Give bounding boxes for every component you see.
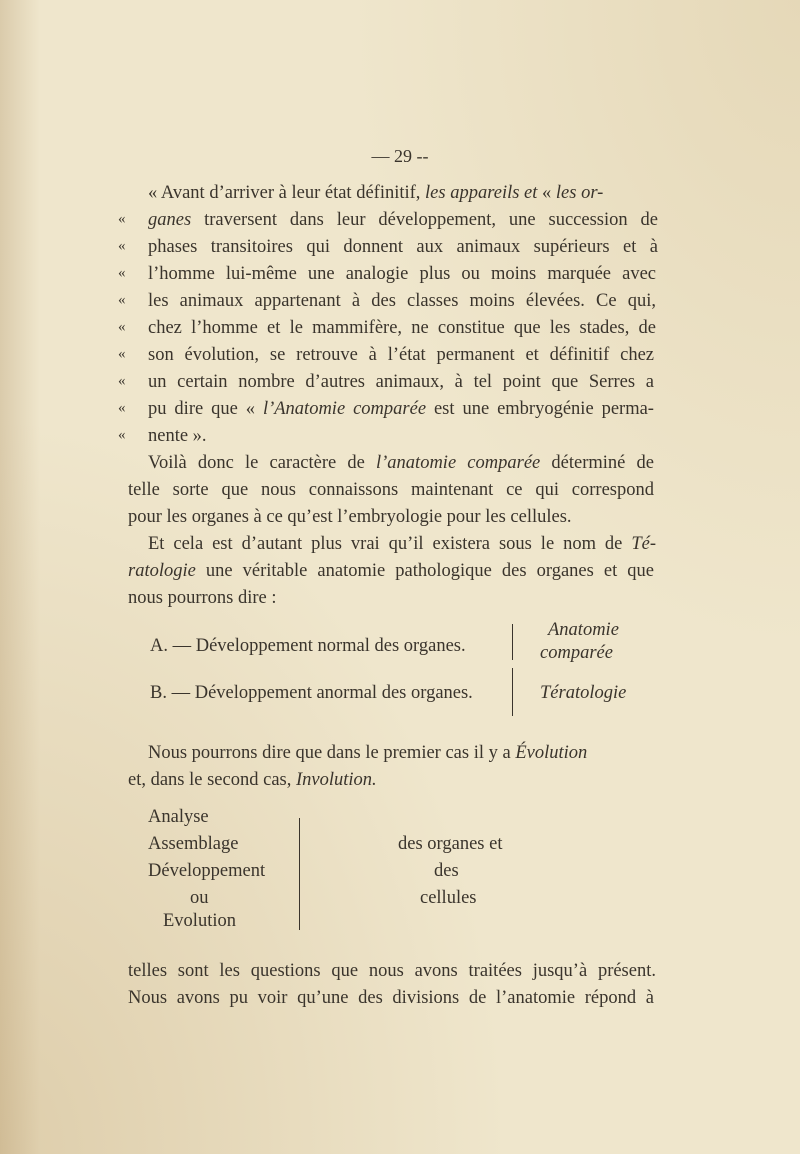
para4-line-2 <box>128 767 528 793</box>
para4-line-1 <box>148 740 658 766</box>
para1-line-6: chez l’homme et le mammifère, ne constitue que les stades, de <box>148 318 656 338</box>
page-number: — 29 -- <box>371 146 429 166</box>
list-right-item: cellules <box>420 888 477 908</box>
para5-line-1: telles sont les questions que nous avons traitées jusqu’à présent. <box>128 961 656 981</box>
quote-mark: « <box>118 346 126 362</box>
brace <box>512 624 513 660</box>
para5-line-2: Nous avons pu voir qu’une des divisions de l’anatomie répond à <box>128 988 654 1008</box>
brace <box>299 818 300 930</box>
para1-line-1 <box>148 180 658 206</box>
quote-mark: « <box>118 238 126 254</box>
para1-line-5: les animaux appartenant à des classes moins élevées. Ce qui, <box>148 291 656 311</box>
para1-line-7: son évolution, se retrouve à l’état permanent et définitif chez <box>148 345 654 365</box>
para3-line-1 <box>148 531 656 557</box>
list-left-item: Assemblage <box>148 834 239 854</box>
quote-mark: « <box>118 265 126 281</box>
para1-line-9 <box>148 396 654 422</box>
list-left-item: ou <box>190 888 209 908</box>
italic-span: ratologie <box>128 561 196 581</box>
text-span: une véritable anatomie pathologique des organes et que <box>195 561 654 581</box>
para1-line-10: nente ». <box>148 426 207 446</box>
list-left-item: Analyse <box>148 807 209 827</box>
table-row-a-right-2: comparée <box>540 643 613 663</box>
italic-span: Involution. <box>295 770 377 790</box>
italic-span: Té- <box>631 534 656 554</box>
text-span: Nous pourrons dire que dans le premier cas il y a <box>148 743 516 763</box>
list-right-item: des <box>434 861 459 881</box>
italic-span: l’Anatomie comparée <box>262 399 427 419</box>
quote-mark: « <box>118 211 126 227</box>
italic-span: Évolution <box>515 743 588 763</box>
text-span: et, dans le second cas, <box>128 770 296 790</box>
table-row-b: B. — Développement anormal des organes. <box>150 683 473 703</box>
text-span: Et cela est d’autant plus vrai qu’il existera sous le nom de <box>148 534 632 554</box>
italic-span: les or- <box>555 183 604 203</box>
quote-mark: « <box>118 292 126 308</box>
table-row-a: A. — Développement normal des organes. <box>150 636 466 656</box>
text-span: déterminé de <box>540 453 654 473</box>
text-span: traversent dans leur développement, une succession de <box>204 210 659 230</box>
para1-line-8: un certain nombre d’autres animaux, à tel point que Serres a <box>148 372 654 392</box>
para2-line-1 <box>148 450 654 476</box>
para2-line-2: telle sorte que nous connaissons maintenant ce qui correspond <box>128 480 654 500</box>
italic-span: l’anatomie comparée <box>376 453 541 473</box>
italic-span: les appareils et <box>425 183 538 203</box>
para3-line-2 <box>128 558 654 584</box>
brace <box>512 668 513 716</box>
quote-mark: « <box>118 400 126 416</box>
quote-mark: « <box>542 183 552 203</box>
text-span: est une embryogénie perma- <box>426 399 654 419</box>
text-span: pu dire que « <box>148 399 263 419</box>
italic-span: ganes <box>148 210 192 230</box>
para3-line-3: nous pourrons dire : <box>128 588 277 608</box>
list-right-item: des organes et <box>398 834 503 854</box>
quote-mark: « <box>118 319 126 335</box>
table-row-b-right: Tératologie <box>540 683 627 703</box>
list-left-item: Evolution <box>163 911 236 931</box>
para1-line-2 <box>148 207 658 233</box>
text-span: « Avant d’arriver à leur état définitif, <box>148 183 421 203</box>
para1-line-4: l’homme lui-même une analogie plus ou moins marquée avec <box>148 264 656 284</box>
quote-mark: « <box>118 373 126 389</box>
list-left-item: Développement <box>148 861 266 881</box>
para1-line-3: phases transitoires qui donnent aux animaux supérieurs et à <box>148 237 658 257</box>
quote-mark: « <box>118 427 126 443</box>
text-span: Voilà donc le caractère de <box>148 453 376 473</box>
table-row-a-right-1: Anatomie <box>548 620 619 640</box>
para2-line-3: pour les organes à ce qu’est l’embryologie pour les cellules. <box>128 507 572 527</box>
